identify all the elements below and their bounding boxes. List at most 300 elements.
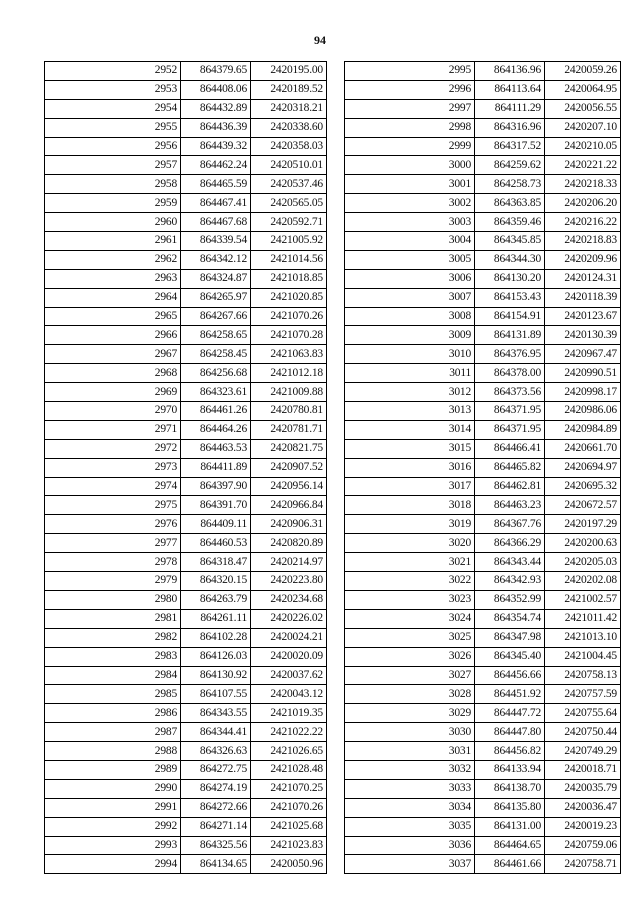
point-number-cell: 3034: [345, 798, 475, 817]
table-row: [345, 232, 621, 251]
table-row: [45, 288, 327, 307]
point-number-cell: 3001: [345, 175, 475, 194]
table-row: [345, 496, 621, 515]
y-coordinate-cell: 2421070.26: [251, 798, 327, 817]
table-row: [45, 439, 327, 458]
x-coordinate-cell: 864367.76: [475, 515, 545, 534]
y-coordinate-cell: 2420984.89: [545, 420, 621, 439]
y-coordinate-cell: 2420043.12: [251, 685, 327, 704]
table-row: [345, 307, 621, 326]
y-coordinate-cell: 2420189.52: [251, 80, 327, 99]
table-row: [345, 420, 621, 439]
x-coordinate-cell: 864436.39: [181, 118, 251, 137]
table-row: [45, 496, 327, 515]
y-coordinate-cell: 2420234.68: [251, 590, 327, 609]
point-number-cell: 3025: [345, 628, 475, 647]
y-coordinate-cell: 2420565.05: [251, 194, 327, 213]
point-number-cell: 3021: [345, 553, 475, 572]
point-number-cell: 3006: [345, 269, 475, 288]
table-row: [345, 572, 621, 591]
x-coordinate-cell: 864462.24: [181, 156, 251, 175]
x-coordinate-cell: 864352.99: [475, 590, 545, 609]
table-row: [45, 402, 327, 421]
y-coordinate-cell: 2421012.18: [251, 364, 327, 383]
point-number-cell: 3005: [345, 250, 475, 269]
table-row: [345, 628, 621, 647]
y-coordinate-cell: 2420820.89: [251, 534, 327, 553]
y-coordinate-cell: 2420218.83: [545, 232, 621, 251]
point-number-cell: 2984: [45, 666, 181, 685]
table-row: [45, 420, 327, 439]
y-coordinate-cell: 2421019.35: [251, 704, 327, 723]
y-coordinate-cell: 2421063.83: [251, 345, 327, 364]
y-coordinate-cell: 2421005.92: [251, 232, 327, 251]
table-row: [45, 326, 327, 345]
x-coordinate-cell: 864272.75: [181, 760, 251, 779]
x-coordinate-cell: 864130.92: [181, 666, 251, 685]
point-number-cell: 2962: [45, 250, 181, 269]
y-coordinate-cell: 2420210.05: [545, 137, 621, 156]
y-coordinate-cell: 2420537.46: [251, 175, 327, 194]
point-number-cell: 2989: [45, 760, 181, 779]
x-coordinate-cell: 864111.29: [475, 99, 545, 118]
x-coordinate-cell: 864411.89: [181, 458, 251, 477]
table-row: [45, 213, 327, 232]
point-number-cell: 2985: [45, 685, 181, 704]
x-coordinate-cell: 864265.97: [181, 288, 251, 307]
y-coordinate-cell: 2421022.22: [251, 723, 327, 742]
table-row: [345, 80, 621, 99]
point-number-cell: 2978: [45, 553, 181, 572]
x-coordinate-cell: 864344.41: [181, 723, 251, 742]
point-number-cell: 3019: [345, 515, 475, 534]
y-coordinate-cell: 2420205.03: [545, 553, 621, 572]
x-coordinate-cell: 864271.14: [181, 817, 251, 836]
y-coordinate-cell: 2420206.20: [545, 194, 621, 213]
y-coordinate-cell: 2420118.39: [545, 288, 621, 307]
point-number-cell: 3016: [345, 458, 475, 477]
point-number-cell: 3029: [345, 704, 475, 723]
table-row: [345, 647, 621, 666]
table-row: [345, 534, 621, 553]
x-coordinate-cell: 864408.06: [181, 80, 251, 99]
point-number-cell: 3007: [345, 288, 475, 307]
x-coordinate-cell: 864467.41: [181, 194, 251, 213]
point-number-cell: 2971: [45, 420, 181, 439]
y-coordinate-cell: 2420195.00: [251, 62, 327, 81]
x-coordinate-cell: 864463.23: [475, 496, 545, 515]
coordinates-table-right: [344, 61, 621, 874]
table-row: [345, 458, 621, 477]
point-number-cell: 2958: [45, 175, 181, 194]
y-coordinate-cell: 2420967.47: [545, 345, 621, 364]
table-row: [45, 704, 327, 723]
table-row: [345, 439, 621, 458]
page-number: 94: [314, 33, 326, 47]
point-number-cell: 2955: [45, 118, 181, 137]
y-coordinate-cell: 2421026.65: [251, 742, 327, 761]
x-coordinate-cell: 864391.70: [181, 496, 251, 515]
table-row: [45, 817, 327, 836]
y-coordinate-cell: 2420358.03: [251, 137, 327, 156]
x-coordinate-cell: 864345.85: [475, 232, 545, 251]
table-row: [45, 685, 327, 704]
point-number-cell: 2959: [45, 194, 181, 213]
x-coordinate-cell: 864447.80: [475, 723, 545, 742]
point-number-cell: 2994: [45, 855, 181, 874]
table-row: [345, 553, 621, 572]
x-coordinate-cell: 864343.55: [181, 704, 251, 723]
table-row: [345, 477, 621, 496]
x-coordinate-cell: 864359.46: [475, 213, 545, 232]
table-row: [345, 345, 621, 364]
table-row: [45, 628, 327, 647]
point-number-cell: 3031: [345, 742, 475, 761]
y-coordinate-cell: 2421002.57: [545, 590, 621, 609]
x-coordinate-cell: 864267.66: [181, 307, 251, 326]
x-coordinate-cell: 864345.40: [475, 647, 545, 666]
table-row: [345, 288, 621, 307]
x-coordinate-cell: 864467.68: [181, 213, 251, 232]
table-row: [45, 80, 327, 99]
x-coordinate-cell: 864409.11: [181, 515, 251, 534]
x-coordinate-cell: 864263.79: [181, 590, 251, 609]
x-coordinate-cell: 864465.59: [181, 175, 251, 194]
y-coordinate-cell: 2420123.67: [545, 307, 621, 326]
table-row: [45, 62, 327, 81]
table-row: [45, 118, 327, 137]
x-coordinate-cell: 864258.45: [181, 345, 251, 364]
point-number-cell: 2952: [45, 62, 181, 81]
x-coordinate-cell: 864461.26: [181, 402, 251, 421]
point-number-cell: 2970: [45, 402, 181, 421]
point-number-cell: 2960: [45, 213, 181, 232]
y-coordinate-cell: 2420695.32: [545, 477, 621, 496]
y-coordinate-cell: 2420209.96: [545, 250, 621, 269]
y-coordinate-cell: 2420781.71: [251, 420, 327, 439]
point-number-cell: 2996: [345, 80, 475, 99]
x-coordinate-cell: 864342.93: [475, 572, 545, 591]
table-row: [345, 269, 621, 288]
point-number-cell: 3023: [345, 590, 475, 609]
y-coordinate-cell: 2420024.21: [251, 628, 327, 647]
point-number-cell: 2998: [345, 118, 475, 137]
y-coordinate-cell: 2420750.44: [545, 723, 621, 742]
point-number-cell: 3015: [345, 439, 475, 458]
y-coordinate-cell: 2420226.02: [251, 609, 327, 628]
point-number-cell: 3022: [345, 572, 475, 591]
point-number-cell: 3024: [345, 609, 475, 628]
point-number-cell: 2965: [45, 307, 181, 326]
table-row: [45, 99, 327, 118]
point-number-cell: 3009: [345, 326, 475, 345]
point-number-cell: 2977: [45, 534, 181, 553]
y-coordinate-cell: 2420036.47: [545, 798, 621, 817]
y-coordinate-cell: 2420064.95: [545, 80, 621, 99]
x-coordinate-cell: 864456.82: [475, 742, 545, 761]
table-row: [45, 250, 327, 269]
y-coordinate-cell: 2420510.01: [251, 156, 327, 175]
x-coordinate-cell: 864107.55: [181, 685, 251, 704]
point-number-cell: 2982: [45, 628, 181, 647]
table-row: [345, 99, 621, 118]
point-number-cell: 2986: [45, 704, 181, 723]
table-row: [345, 742, 621, 761]
point-number-cell: 3033: [345, 779, 475, 798]
x-coordinate-cell: 864463.53: [181, 439, 251, 458]
x-coordinate-cell: 864134.65: [181, 855, 251, 874]
x-coordinate-cell: 864462.81: [475, 477, 545, 496]
x-coordinate-cell: 864324.87: [181, 269, 251, 288]
table-row: [45, 590, 327, 609]
table-row: [345, 326, 621, 345]
y-coordinate-cell: 2420780.81: [251, 402, 327, 421]
y-coordinate-cell: 2420821.75: [251, 439, 327, 458]
x-coordinate-cell: 864461.66: [475, 855, 545, 874]
y-coordinate-cell: 2420749.29: [545, 742, 621, 761]
x-coordinate-cell: 864373.56: [475, 383, 545, 402]
x-coordinate-cell: 864323.61: [181, 383, 251, 402]
y-coordinate-cell: 2421011.42: [545, 609, 621, 628]
table-row: [45, 742, 327, 761]
x-coordinate-cell: 864465.82: [475, 458, 545, 477]
point-number-cell: 2988: [45, 742, 181, 761]
y-coordinate-cell: 2421020.85: [251, 288, 327, 307]
table-row: [45, 383, 327, 402]
y-coordinate-cell: 2420200.63: [545, 534, 621, 553]
table-row: [345, 609, 621, 628]
table-row: [345, 364, 621, 383]
table-row: [45, 723, 327, 742]
y-coordinate-cell: 2420216.22: [545, 213, 621, 232]
table-row: [45, 798, 327, 817]
point-number-cell: 3014: [345, 420, 475, 439]
y-coordinate-cell: 2420214.97: [251, 553, 327, 572]
y-coordinate-cell: 2420056.55: [545, 99, 621, 118]
y-coordinate-cell: 2421070.25: [251, 779, 327, 798]
x-coordinate-cell: 864342.12: [181, 250, 251, 269]
x-coordinate-cell: 864320.15: [181, 572, 251, 591]
point-number-cell: 2973: [45, 458, 181, 477]
table-row: [45, 666, 327, 685]
table-row: [45, 364, 327, 383]
table-row: [345, 118, 621, 137]
table-row: [45, 836, 327, 855]
point-number-cell: 2972: [45, 439, 181, 458]
point-number-cell: 2981: [45, 609, 181, 628]
table-row: [45, 194, 327, 213]
point-number-cell: 3003: [345, 213, 475, 232]
point-number-cell: 2999: [345, 137, 475, 156]
point-number-cell: 2968: [45, 364, 181, 383]
table-row: [345, 666, 621, 685]
table-row: [45, 515, 327, 534]
table-row: [345, 798, 621, 817]
x-coordinate-cell: 864397.90: [181, 477, 251, 496]
x-coordinate-cell: 864344.30: [475, 250, 545, 269]
y-coordinate-cell: 2420050.96: [251, 855, 327, 874]
x-coordinate-cell: 864464.26: [181, 420, 251, 439]
point-number-cell: 2961: [45, 232, 181, 251]
y-coordinate-cell: 2421070.28: [251, 326, 327, 345]
table-row: [345, 515, 621, 534]
x-coordinate-cell: 864339.54: [181, 232, 251, 251]
coordinates-table-left: [44, 61, 327, 874]
point-number-cell: 3035: [345, 817, 475, 836]
table-row: [345, 137, 621, 156]
x-coordinate-cell: 864439.32: [181, 137, 251, 156]
y-coordinate-cell: 2420218.33: [545, 175, 621, 194]
point-number-cell: 3020: [345, 534, 475, 553]
point-number-cell: 2995: [345, 62, 475, 81]
x-coordinate-cell: 864258.73: [475, 175, 545, 194]
x-coordinate-cell: 864259.62: [475, 156, 545, 175]
table-row: [45, 307, 327, 326]
point-number-cell: 2969: [45, 383, 181, 402]
x-coordinate-cell: 864447.72: [475, 704, 545, 723]
x-coordinate-cell: 864126.03: [181, 647, 251, 666]
table-row: [345, 590, 621, 609]
y-coordinate-cell: 2420966.84: [251, 496, 327, 515]
y-coordinate-cell: 2420672.57: [545, 496, 621, 515]
x-coordinate-cell: 864136.96: [475, 62, 545, 81]
table-row: [345, 855, 621, 874]
x-coordinate-cell: 864376.95: [475, 345, 545, 364]
y-coordinate-cell: 2420755.64: [545, 704, 621, 723]
table-row: [45, 156, 327, 175]
point-number-cell: 2957: [45, 156, 181, 175]
x-coordinate-cell: 864135.80: [475, 798, 545, 817]
x-coordinate-cell: 864460.53: [181, 534, 251, 553]
point-number-cell: 2983: [45, 647, 181, 666]
y-coordinate-cell: 2420221.22: [545, 156, 621, 175]
y-coordinate-cell: 2421023.83: [251, 836, 327, 855]
point-number-cell: 2954: [45, 99, 181, 118]
table-row: [45, 779, 327, 798]
y-coordinate-cell: 2421013.10: [545, 628, 621, 647]
point-number-cell: 3002: [345, 194, 475, 213]
x-coordinate-cell: 864130.20: [475, 269, 545, 288]
y-coordinate-cell: 2420990.51: [545, 364, 621, 383]
x-coordinate-cell: 864456.66: [475, 666, 545, 685]
point-number-cell: 2992: [45, 817, 181, 836]
x-coordinate-cell: 864326.63: [181, 742, 251, 761]
y-coordinate-cell: 2420694.97: [545, 458, 621, 477]
table-row: [45, 345, 327, 364]
x-coordinate-cell: 864256.68: [181, 364, 251, 383]
x-coordinate-cell: 864466.41: [475, 439, 545, 458]
x-coordinate-cell: 864318.47: [181, 553, 251, 572]
point-number-cell: 2990: [45, 779, 181, 798]
table-row: [45, 609, 327, 628]
point-number-cell: 2975: [45, 496, 181, 515]
x-coordinate-cell: 864138.70: [475, 779, 545, 798]
table-row: [345, 817, 621, 836]
point-number-cell: 3011: [345, 364, 475, 383]
point-number-cell: 3036: [345, 836, 475, 855]
x-coordinate-cell: 864325.56: [181, 836, 251, 855]
point-number-cell: 3000: [345, 156, 475, 175]
point-number-cell: 2987: [45, 723, 181, 742]
x-coordinate-cell: 864113.64: [475, 80, 545, 99]
table-row: [345, 383, 621, 402]
table-row: [345, 760, 621, 779]
point-number-cell: 3013: [345, 402, 475, 421]
point-number-cell: 3026: [345, 647, 475, 666]
point-number-cell: 2991: [45, 798, 181, 817]
y-coordinate-cell: 2421009.88: [251, 383, 327, 402]
table-row: [45, 137, 327, 156]
y-coordinate-cell: 2421025.68: [251, 817, 327, 836]
y-coordinate-cell: 2420207.10: [545, 118, 621, 137]
y-coordinate-cell: 2420758.13: [545, 666, 621, 685]
x-coordinate-cell: 864274.19: [181, 779, 251, 798]
table-row: [345, 836, 621, 855]
table-row: [345, 250, 621, 269]
y-coordinate-cell: 2420124.31: [545, 269, 621, 288]
x-coordinate-cell: 864153.43: [475, 288, 545, 307]
point-number-cell: 3030: [345, 723, 475, 742]
point-number-cell: 2953: [45, 80, 181, 99]
point-number-cell: 2993: [45, 836, 181, 855]
point-number-cell: 3037: [345, 855, 475, 874]
y-coordinate-cell: 2420906.31: [251, 515, 327, 534]
y-coordinate-cell: 2420059.26: [545, 62, 621, 81]
point-number-cell: 2964: [45, 288, 181, 307]
point-number-cell: 2979: [45, 572, 181, 591]
point-number-cell: 3017: [345, 477, 475, 496]
x-coordinate-cell: 864366.29: [475, 534, 545, 553]
y-coordinate-cell: 2421070.26: [251, 307, 327, 326]
y-coordinate-cell: 2421014.56: [251, 250, 327, 269]
table-row: [345, 704, 621, 723]
x-coordinate-cell: 864131.00: [475, 817, 545, 836]
table-row: [45, 534, 327, 553]
table-row: [345, 62, 621, 81]
y-coordinate-cell: 2420956.14: [251, 477, 327, 496]
point-number-cell: 2966: [45, 326, 181, 345]
table-row: [45, 572, 327, 591]
y-coordinate-cell: 2420592.71: [251, 213, 327, 232]
x-coordinate-cell: 864371.95: [475, 420, 545, 439]
point-number-cell: 2963: [45, 269, 181, 288]
table-row: [45, 647, 327, 666]
x-coordinate-cell: 864354.74: [475, 609, 545, 628]
x-coordinate-cell: 864451.92: [475, 685, 545, 704]
table-row: [345, 156, 621, 175]
table-row: [345, 194, 621, 213]
table-row: [345, 685, 621, 704]
table-row: [345, 779, 621, 798]
x-coordinate-cell: 864464.65: [475, 836, 545, 855]
table-row: [45, 760, 327, 779]
point-number-cell: 3004: [345, 232, 475, 251]
y-coordinate-cell: 2420757.59: [545, 685, 621, 704]
y-coordinate-cell: 2420338.60: [251, 118, 327, 137]
y-coordinate-cell: 2420758.71: [545, 855, 621, 874]
point-number-cell: 2967: [45, 345, 181, 364]
table-row: [345, 213, 621, 232]
x-coordinate-cell: 864272.66: [181, 798, 251, 817]
point-number-cell: 2980: [45, 590, 181, 609]
table-row: [345, 723, 621, 742]
x-coordinate-cell: 864102.28: [181, 628, 251, 647]
table-row: [45, 458, 327, 477]
table-row: [345, 175, 621, 194]
y-coordinate-cell: 2421018.85: [251, 269, 327, 288]
point-number-cell: 3027: [345, 666, 475, 685]
point-number-cell: 3018: [345, 496, 475, 515]
